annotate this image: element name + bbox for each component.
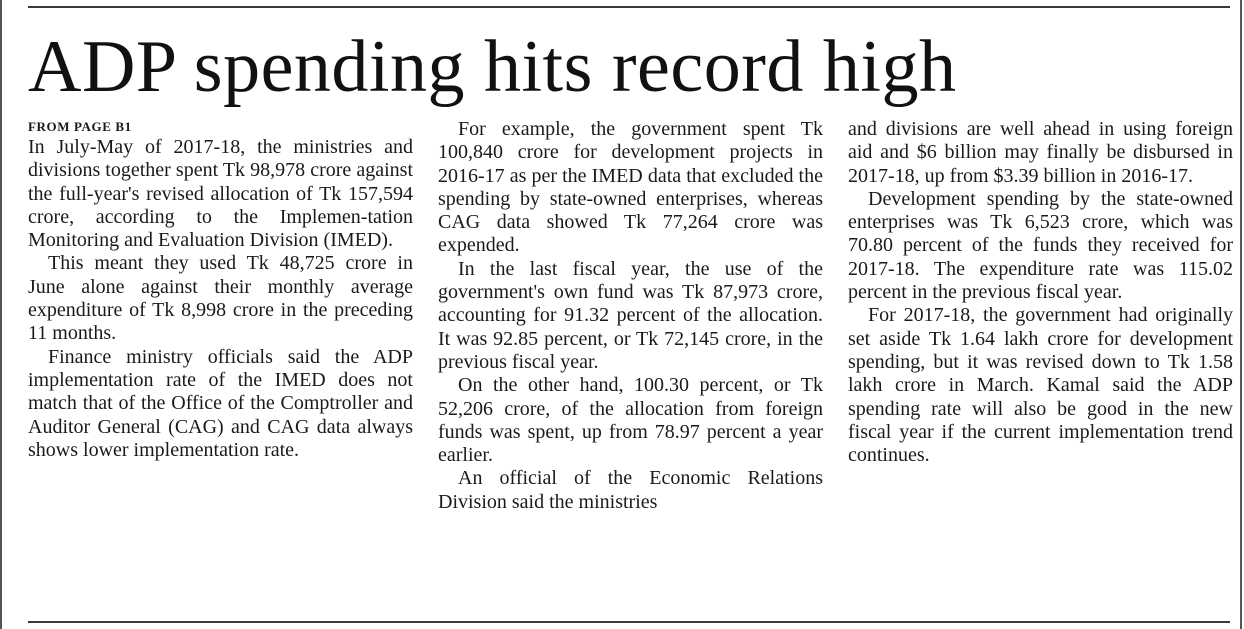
paragraph: This meant they used Tk 48,725 crore in June alone against their monthly average expenditure of Tk 8,998 crore in the preceding 11 months. — [28, 252, 413, 345]
right-border — [1240, 0, 1242, 629]
paragraph: An official of the Economic Relations Division said the ministries — [438, 467, 823, 513]
paragraph: For 2017-18, the government had originally set aside Tk 1.64 lakh crore for development spending, but it was revised down to Tk 1.58 lakh crore in March. Kamal said the ADP spending rate will also be good in the new fiscal year if the current implementation trend continues. — [848, 304, 1233, 467]
article-headline: ADP spending hits record high — [28, 26, 957, 108]
paragraph: and divisions are well ahead in using foreign aid and $6 billion may finally be disbursed in 2017-18, up from $3.39 billion in 2016-17. — [848, 118, 1233, 187]
paragraph: On the other hand, 100.30 percent, or Tk 52,206 crore, of the allocation from foreign funds was spent, up from 78.97 percent a year earlier. — [438, 374, 823, 467]
paragraph: Finance ministry officials said the ADP implementation rate of the IMED does not match that of the Office of the Comptroller and Auditor General (CAG) and CAG data always shows lower implementation rate. — [28, 345, 413, 461]
bottom-rule — [28, 621, 1230, 623]
paragraph: Development spending by the state-owned enterprises was Tk 6,523 crore, which was 70.80 percent of the funds they received for 2017-18. The expenditure rate was 115.02 percent in the previous fiscal year. — [848, 187, 1233, 304]
paragraph: In July-May of 2017-18, the ministries and divisions together spent Tk 98,978 crore against the full-year's revised allocation of Tk 157,594 crore, according to the Implemen-tation Monitoring and Evaluation Division (IMED). — [28, 136, 413, 252]
article-column-1 — [28, 118, 413, 462]
article-column-3 — [848, 118, 1233, 467]
jump-kicker: FROM PAGE B1 — [28, 119, 132, 134]
article-column-2 — [438, 118, 823, 514]
top-rule — [28, 6, 1230, 8]
paragraph: For example, the government spent Tk 100,840 crore for development projects in 2016-17 as per the IMED data that excluded the spending by state-owned enterprises, whereas CAG data showed Tk 77,264 crore was expended. — [438, 118, 823, 257]
left-border — [0, 0, 2, 629]
paragraph: In the last fiscal year, the use of the government's own fund was Tk 87,973 crore, accounting for 91.32 percent of the allocation. It was 92.85 percent, or Tk 72,145 crore, in the previous fiscal year. — [438, 257, 823, 373]
